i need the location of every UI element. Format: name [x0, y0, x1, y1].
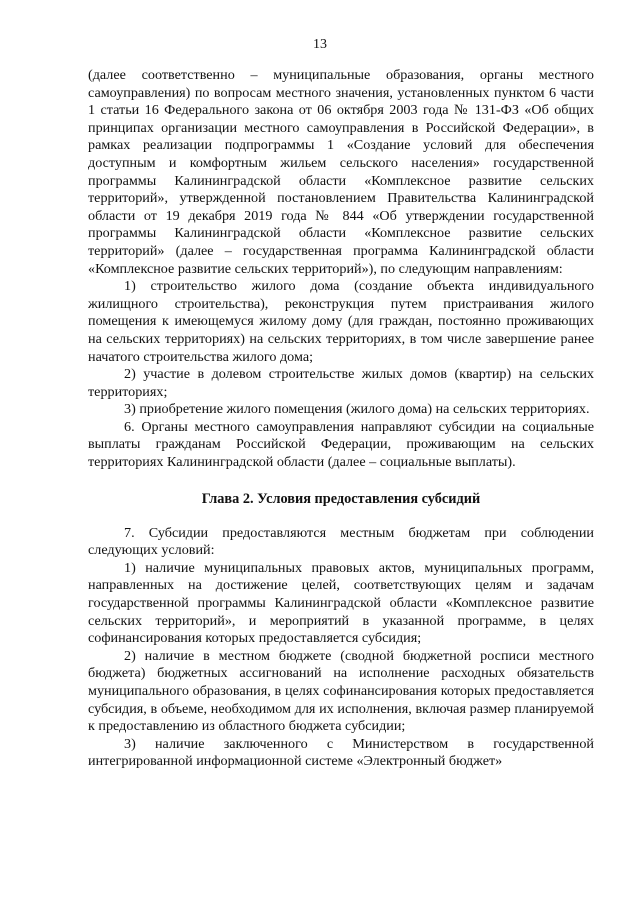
paragraph-clause-7: 7. Субсидии предоставляются местным бюджетам при соблюдении следующих условий: [88, 524, 594, 559]
paragraph-condition-1: 1) наличие муниципальных правовых актов, муниципальных программ, направленных на достижение целей, соответствующих целям и задачам государственной программы Калининградской области «Комплексное развитие сельских территорий», и мероприятий в указанной программе, в целях софинансирования которых предоставляется субсидия; [88, 559, 594, 647]
paragraph-intro: (далее соответственно – муниципальные образования, органы местного самоуправления) по вопросам местного значения, установленных пунктом 6 части 1 статьи 16 Федерального закона от 06 октября 2003 года № 131-ФЗ «Об общих принципах организации местного самоуправления в Российской Федерации», в рамках реализации подпрограммы 1 «Создание условий для обеспечения доступным и комфортным жильем сельского населения» государственной программы Калининградской области «Комплексное развитие сельских территорий», утвержденной постановлением Правительства Калининградской области от 19 декабря 2019 года № 844 «Об утверждении государственной программы Калининградской области «Комплексное развитие сельских территорий» (далее – государственная программа Калининградской области «Комплексное развитие сельских территорий»), по следующим направлениям: [88, 67, 594, 277]
document-body [88, 67, 594, 771]
paragraph-condition-2: 2) наличие в местном бюджете (сводной бюджетной росписи местного бюджета) бюджетных ассигнований на исполнение расходных обязательств муниципального образования, в целях софинансирования которых предоставляется субсидия, в объеме, необходимом для их исполнения, включая размер планируемой к предоставлению из областного бюджета субсидии; [88, 647, 594, 735]
paragraph-item-3: 3) приобретение жилого помещения (жилого дома) на сельских территориях. [124, 401, 590, 418]
paragraph-item-1: 1) строительство жилого дома (создание объекта индивидуального жилищного строительства), реконструкция путем пристраивания жилого помещения к имеющемуся жилому дому (для граждан, постоянно проживающих на сельских территориях) на сельских территориях, в том числе завершение ранее начатого строительства жилого дома; [88, 278, 594, 365]
paragraph-clause-6: 6. Органы местного самоуправления направляют субсидии на социальные выплаты гражданам Российской Федерации, проживающим на сельских территориях Калининградской области (далее – социальные выплаты). [88, 418, 594, 471]
paragraph-item-2: 2) участие в долевом строительстве жилых домов (квартир) на сельских территориях; [88, 366, 594, 400]
page-number: 13 [313, 37, 327, 52]
chapter-heading: Глава 2. Условия предоставления субсидий [201, 490, 481, 507]
paragraph-condition-3: 3) наличие заключенного с Министерством в государственной интегрированной информационной системе «Электронный бюджет» [88, 735, 594, 770]
